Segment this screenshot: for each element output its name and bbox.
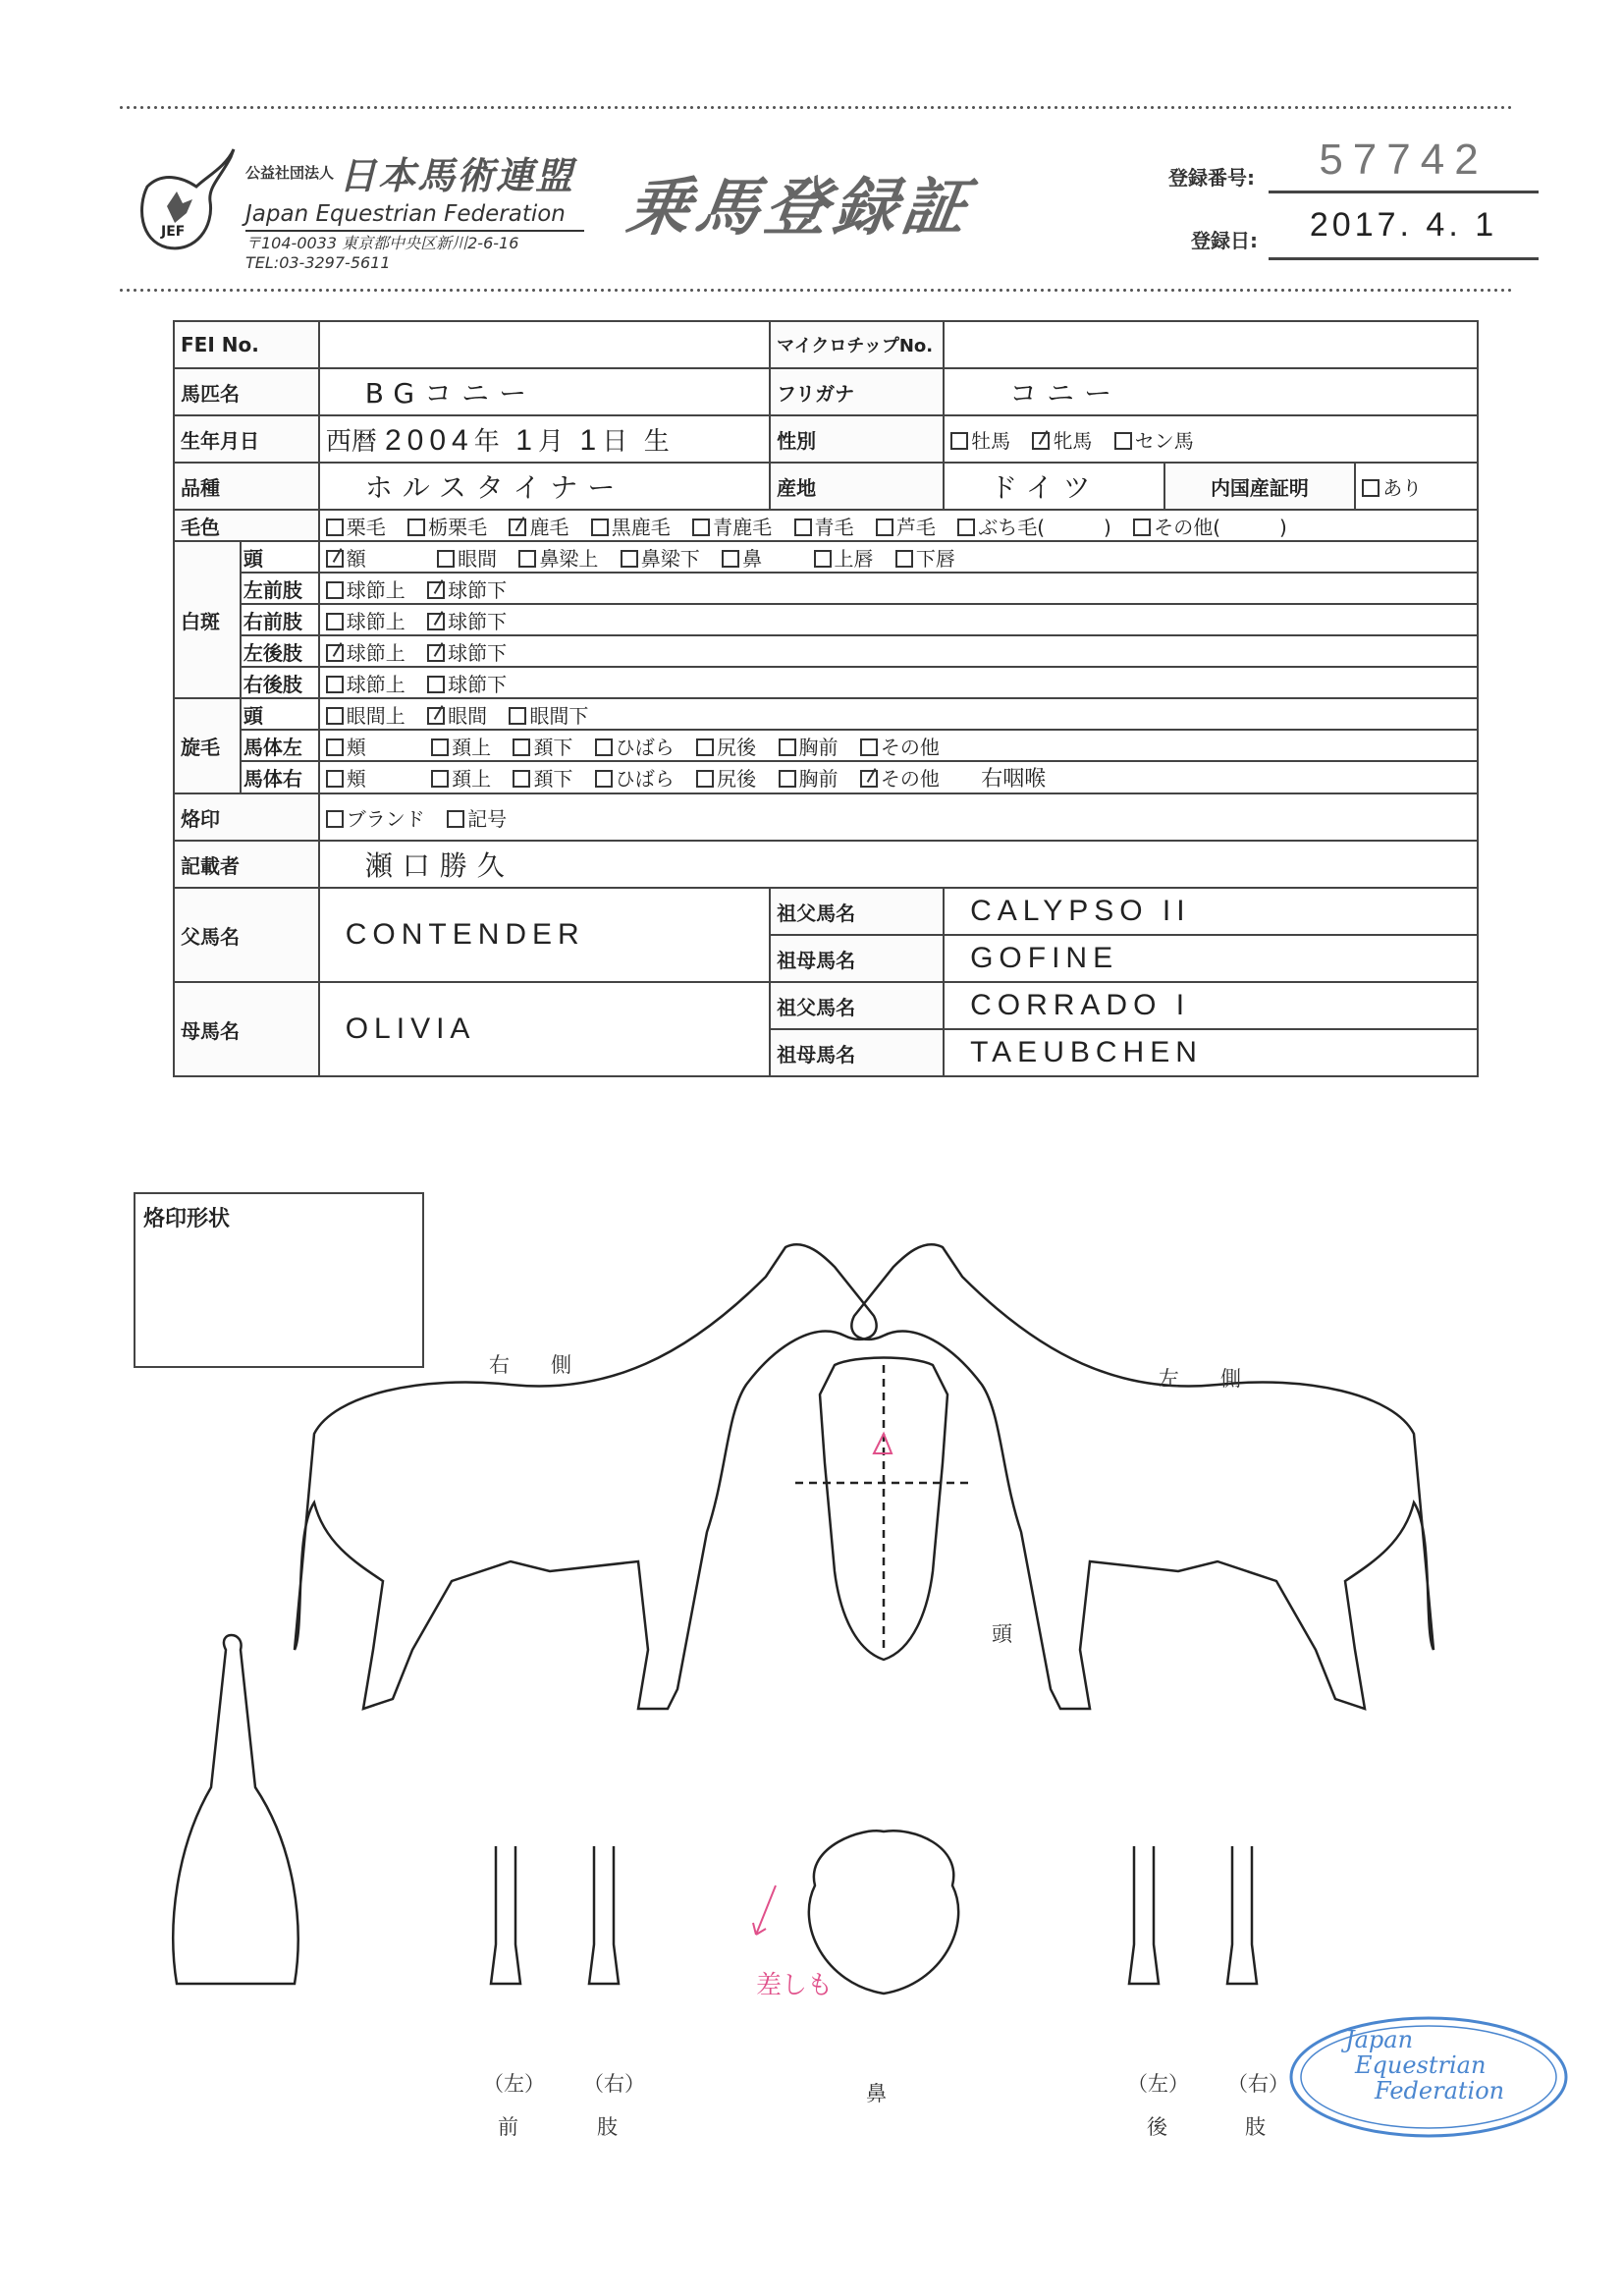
sex-option-mare[interactable]: 牝馬 [1032, 425, 1092, 454]
sire-grandsire-field[interactable]: CALYPSO II [944, 888, 1478, 935]
registration-date-label: 登録日: [1191, 229, 1258, 252]
row-recorder [174, 841, 1478, 888]
checkbox-icon [326, 770, 344, 788]
hindlimb-left-label: （左） [1127, 2072, 1189, 2096]
row-dam-grandsire [174, 982, 1478, 1029]
checkbox-icon [407, 519, 425, 536]
checkbox-icon [895, 550, 913, 568]
whorls-label: 旋毛 [174, 698, 241, 793]
sex-option-stallion[interactable]: 牡馬 [950, 425, 1010, 454]
coat-option[interactable]: 青鹿毛 [692, 512, 772, 540]
whorl-body-left-label: 馬体左 [241, 730, 319, 761]
checkbox-icon [696, 738, 714, 756]
coat-option[interactable]: 栃栗毛 [407, 512, 487, 540]
whorl-option[interactable]: 頬 [326, 732, 366, 760]
jef-logo [128, 147, 236, 255]
org-prefix: 公益社団法人 [245, 164, 335, 182]
coat-option[interactable]: 芦毛 [876, 512, 936, 540]
white-right-fore-options [319, 604, 1478, 635]
white-head-options [319, 541, 1478, 573]
white-right-hind-label: 右後肢 [241, 667, 319, 698]
birth-era: 西暦 [325, 426, 377, 457]
row-birth-sex [174, 415, 1478, 463]
checkbox-icon [595, 770, 613, 788]
whorl-option[interactable]: 眼間上 [326, 700, 406, 729]
org-address: 〒104-0033 東京都中央区新川2-6-16 [245, 234, 519, 252]
registration-number: 57742 [1269, 136, 1539, 193]
white-head-label: 頭 [241, 541, 319, 573]
checkbox-icon [779, 770, 796, 788]
sire-grandsire-label: 祖父馬名 [770, 888, 944, 935]
white-option[interactable]: 鼻梁上 [518, 543, 598, 572]
horse-right-side-outline [295, 1244, 877, 1709]
row-white-left-fore [174, 573, 1478, 604]
white-option[interactable]: 額 [326, 543, 366, 572]
white-markings-label: 白斑 [174, 541, 241, 698]
birth-year-unit: 年 [473, 426, 500, 457]
checkbox-checked-icon [427, 644, 445, 662]
checkbox-icon [595, 738, 613, 756]
forelimb-left-outline [491, 1846, 520, 1984]
checkbox-checked-icon [427, 581, 445, 599]
row-sire-grandsire [174, 888, 1478, 935]
whorl-body-right-options [319, 761, 1478, 793]
white-option[interactable]: 球節上 [326, 574, 406, 603]
nose-label: 鼻 [866, 2082, 887, 2105]
forelimb-left-label: （左） [483, 2072, 545, 2096]
white-right-fore-label: 右前肢 [241, 604, 319, 635]
whorl-option[interactable]: ひばら [595, 732, 675, 760]
stamp-line-2: Equestrian [1355, 2051, 1487, 2079]
breed-label: 品種 [174, 463, 319, 510]
whorl-option[interactable]: 眼間下 [509, 700, 588, 729]
checkbox-icon [692, 519, 710, 536]
left-side-label: 左 側 [1159, 1367, 1241, 1391]
birth-day-unit: 日 [602, 426, 628, 457]
checkbox-checked-icon [326, 644, 344, 662]
stamp-line-3: Federation [1375, 2077, 1505, 2105]
nose-outline [809, 1831, 958, 1994]
checkbox-icon [876, 519, 893, 536]
white-left-hind-label: 左後肢 [241, 635, 319, 667]
breed-value: ホルスタイナー [364, 471, 625, 504]
brand-option[interactable]: ブランド [326, 803, 425, 832]
whorl-body-right-label: 馬体右 [241, 761, 319, 793]
horse-name-value: BGコニー [364, 377, 537, 410]
checkbox-icon [779, 738, 796, 756]
white-option[interactable]: 上唇 [814, 543, 874, 572]
hindlimb-right-outline [1227, 1846, 1257, 1984]
whorl-body-left-options [319, 730, 1478, 761]
row-breed-origin [174, 463, 1478, 510]
coat-option[interactable]: その他( ) [1133, 512, 1287, 540]
white-right-hind-options [319, 667, 1478, 698]
coat-option[interactable]: 栗毛 [326, 512, 386, 540]
hindlimb-caption-1: 後 [1147, 2115, 1167, 2139]
whorl-option[interactable]: 頚上 [431, 763, 491, 792]
coat-color-label: 毛色 [174, 510, 319, 541]
birth-year: 2004 [385, 423, 474, 457]
whorl-head-options [319, 698, 1478, 730]
birth-day: 1 [579, 423, 603, 457]
domestic-cert-label: 内国産証明 [1164, 463, 1355, 510]
checkbox-icon [326, 676, 344, 693]
hindlimb-right-label: （右） [1227, 2072, 1289, 2096]
forelimb-right-outline [589, 1846, 619, 1984]
horse-name-label: 馬匹名 [174, 368, 319, 415]
whorl-option[interactable]: 胸前 [779, 763, 839, 792]
white-option[interactable]: 下唇 [895, 543, 955, 572]
dam-grandsire-label: 祖父馬名 [770, 982, 944, 1029]
checkbox-checked-icon [1032, 432, 1050, 450]
origin-field[interactable] [944, 463, 1164, 510]
sex-option-gelding[interactable]: セン馬 [1114, 425, 1194, 454]
white-option[interactable]: 球節上 [326, 606, 406, 634]
birth-suffix: 生 [643, 426, 670, 457]
checkbox-icon [814, 550, 832, 568]
birth-month-unit: 月 [537, 426, 564, 457]
furigana-field[interactable] [944, 368, 1478, 415]
checkbox-icon [431, 738, 449, 756]
checkbox-icon [518, 550, 536, 568]
sire-value: CONTENDER [345, 918, 585, 951]
row-brand [174, 793, 1478, 841]
coat-option[interactable]: 鹿毛 [509, 512, 568, 540]
checkbox-icon [1133, 519, 1151, 536]
nose-annotation: 差しも [756, 1971, 834, 2000]
org-tel: TEL:03-3297-5611 [245, 253, 391, 272]
checkbox-icon [326, 810, 344, 828]
brand-shape-label: 烙印形状 [143, 1207, 231, 1231]
furigana-label: フリガナ [770, 368, 944, 415]
forelimb-caption-1: 前 [498, 2115, 518, 2139]
whorl-option[interactable]: ひばら [595, 763, 675, 792]
checkbox-icon [447, 810, 464, 828]
whorl-option[interactable]: 胸前 [779, 732, 839, 760]
checkbox-icon [696, 770, 714, 788]
row-whorl-head [174, 698, 1478, 730]
organization-block [245, 145, 584, 271]
white-option[interactable]: 鼻 [722, 543, 762, 572]
sex-label: 性別 [770, 415, 944, 463]
origin-value: ドイツ [990, 471, 1101, 504]
white-option[interactable]: 眼間 [437, 543, 497, 572]
horse-top-view-outline [173, 1635, 298, 1984]
coat-option[interactable]: 黒鹿毛 [591, 512, 671, 540]
sire-granddam-field[interactable]: GOFINE [944, 935, 1478, 982]
forelimb-right-label: （右） [583, 2072, 645, 2096]
dam-granddam-field[interactable]: TAEUBCHEN [944, 1029, 1478, 1076]
dam-label: 母馬名 [174, 982, 319, 1076]
right-side-label: 右 側 [489, 1353, 571, 1377]
hindlimb-caption-2: 肢 [1245, 2115, 1266, 2139]
sire-label: 父馬名 [174, 888, 319, 982]
row-white-head [174, 541, 1478, 573]
checkbox-icon [326, 738, 344, 756]
breed-field[interactable] [319, 463, 770, 510]
checkbox-icon [957, 519, 975, 536]
org-name-jp: 日本馬術連盟 [339, 154, 575, 197]
registration-number-label: 登録番号: [1168, 166, 1255, 190]
row-coat-color [174, 510, 1478, 541]
stamp-line-1: Japan [1345, 2026, 1414, 2053]
white-option[interactable]: 球節下 [427, 574, 507, 603]
white-option[interactable]: 球節上 [326, 637, 406, 666]
microchip-field[interactable] [944, 321, 1478, 368]
document-title: 乗馬登録証 [622, 172, 977, 245]
checkbox-icon [1362, 479, 1380, 497]
whorl-other-note: 右咽喉 [981, 767, 1047, 792]
whorl-head-label: 頭 [241, 698, 319, 730]
checkbox-icon [860, 738, 878, 756]
white-left-fore-label: 左前肢 [241, 573, 319, 604]
coat-option[interactable]: ぶち毛( ) [957, 512, 1111, 540]
row-fei-microchip [174, 321, 1478, 368]
whorl-option[interactable]: その他 [860, 732, 940, 760]
jef-stamp [1286, 2013, 1571, 2141]
head-label: 頭 [992, 1622, 1012, 1646]
row-horse-name [174, 368, 1478, 415]
brand-options [319, 793, 1478, 841]
dam-field[interactable] [319, 982, 770, 1076]
checkbox-icon [326, 581, 344, 599]
whorl-option[interactable]: 頚下 [513, 732, 572, 760]
checkbox-icon [427, 676, 445, 693]
whorl-option[interactable]: 尻後 [696, 763, 756, 792]
dam-granddam-label: 祖母馬名 [770, 1029, 944, 1076]
birth-month: 1 [515, 423, 538, 457]
horse-name-field[interactable] [319, 368, 770, 415]
white-left-hind-options [319, 635, 1478, 667]
checkbox-checked-icon [427, 613, 445, 630]
fei-no-field[interactable] [319, 321, 770, 368]
horse-left-side-outline [851, 1244, 1434, 1709]
checkbox-icon [509, 707, 526, 725]
checkbox-icon [794, 519, 812, 536]
checkbox-icon [326, 707, 344, 725]
registration-date: 2017. 4. 1 [1269, 206, 1539, 260]
checkbox-checked-icon [509, 519, 526, 536]
brand-label: 烙印 [174, 793, 319, 841]
white-option[interactable]: 鼻梁下 [621, 543, 700, 572]
sire-field[interactable] [319, 888, 770, 982]
sire-granddam-label: 祖母馬名 [770, 935, 944, 982]
checkbox-icon [513, 738, 530, 756]
white-option[interactable]: 球節下 [427, 669, 507, 697]
microchip-label: マイクロチップNo. [770, 321, 944, 368]
checkbox-icon [326, 519, 344, 536]
whorl-option[interactable]: 頬 [326, 763, 366, 792]
whorl-option[interactable]: その他 [860, 763, 940, 792]
registration-form-table [173, 320, 1479, 1077]
domestic-cert-option[interactable]: あり [1355, 463, 1478, 510]
checkbox-checked-icon [427, 707, 445, 725]
checkbox-icon [950, 432, 968, 450]
brand-option[interactable]: 記号 [447, 803, 507, 832]
row-white-left-hind [174, 635, 1478, 667]
row-whorl-body-left [174, 730, 1478, 761]
white-option[interactable]: 球節上 [326, 669, 406, 697]
white-option[interactable]: 球節下 [427, 606, 507, 634]
recorder-value: 瀬口勝久 [364, 849, 514, 882]
checkbox-icon [621, 550, 638, 568]
furigana-value: コニー [1009, 377, 1122, 410]
coat-option[interactable]: 青毛 [794, 512, 854, 540]
checkbox-checked-icon [860, 770, 878, 788]
checkbox-icon [513, 770, 530, 788]
checkbox-icon [591, 519, 609, 536]
whorl-option[interactable]: 尻後 [696, 732, 756, 760]
logo-text: JEF [161, 224, 186, 240]
whorl-option[interactable]: 眼間 [427, 700, 487, 729]
birth-date-field[interactable] [319, 415, 770, 463]
recorder-field[interactable] [319, 841, 1478, 888]
checkbox-icon [326, 613, 344, 630]
whorl-option[interactable]: 頚下 [513, 763, 572, 792]
dam-grandsire-field[interactable]: CORRADO I [944, 982, 1478, 1029]
bottom-star-border [118, 287, 1512, 297]
checkbox-icon [431, 770, 449, 788]
row-white-right-hind [174, 667, 1478, 698]
fei-no-label: FEI No. [174, 321, 319, 368]
top-star-border [118, 104, 1512, 114]
row-whorl-body-right [174, 761, 1478, 793]
row-white-right-fore [174, 604, 1478, 635]
white-option[interactable]: 球節下 [427, 637, 507, 666]
checkbox-icon [722, 550, 739, 568]
hindlimb-left-outline [1129, 1846, 1159, 1984]
recorder-label: 記載者 [174, 841, 319, 888]
forelimb-caption-2: 肢 [597, 2115, 618, 2139]
whorl-option[interactable]: 頚上 [431, 732, 491, 760]
origin-label: 産地 [770, 463, 944, 510]
white-left-fore-options [319, 573, 1478, 604]
checkbox-icon [1114, 432, 1132, 450]
coat-color-options [319, 510, 1478, 541]
sex-options [944, 415, 1478, 463]
org-name-en: Japan Equestrian Federation [245, 201, 584, 232]
checkbox-icon [437, 550, 455, 568]
dam-value: OLIVIA [345, 1012, 476, 1045]
checkbox-checked-icon [326, 550, 344, 568]
birth-date-label: 生年月日 [174, 415, 319, 463]
